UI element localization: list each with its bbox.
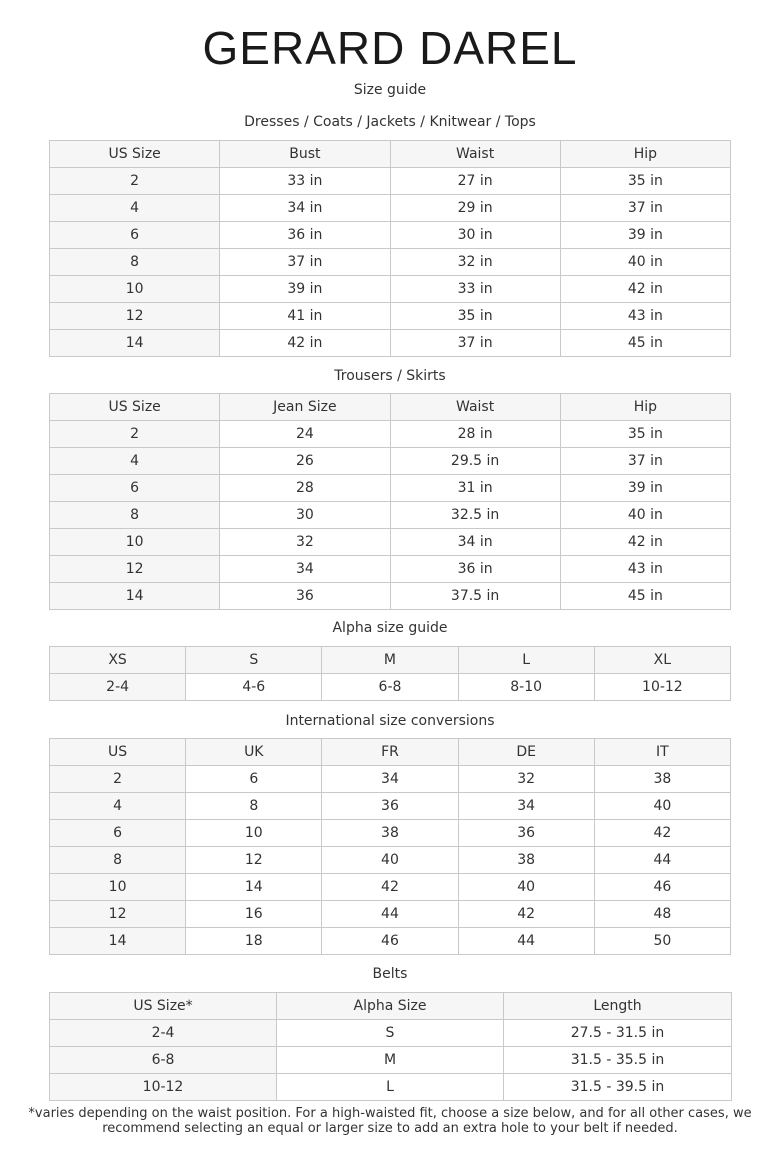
table-row: [50, 1047, 732, 1074]
table-belts: [49, 992, 732, 1101]
table-cell: 46: [322, 928, 458, 955]
table-row: [50, 529, 731, 556]
table-cell: 2: [50, 766, 186, 793]
table-cell: 37.5 in: [390, 583, 560, 610]
table-cell: 40: [458, 874, 594, 901]
table-cell: 39 in: [560, 222, 730, 249]
table-cell: 36: [458, 820, 594, 847]
table-header-row: [50, 993, 732, 1020]
table-cell: S: [277, 1020, 504, 1047]
table-cell: 29.5 in: [390, 448, 560, 475]
table-row: [50, 475, 731, 502]
column-header: XL: [594, 647, 730, 674]
table-cell: 36 in: [220, 222, 390, 249]
table-cell: 42: [594, 820, 730, 847]
table-cell: 42: [458, 901, 594, 928]
table-alpha: [49, 646, 731, 701]
page-subtitle: Size guide: [353, 82, 427, 98]
table-trousers: [49, 393, 731, 610]
table-row: [50, 303, 731, 330]
table-cell: 36: [220, 583, 390, 610]
table-international: [49, 738, 731, 955]
column-header: Length: [504, 993, 732, 1020]
table-cell: 30 in: [390, 222, 560, 249]
table-cell: 40: [594, 793, 730, 820]
table-cell: 35 in: [560, 168, 730, 195]
column-header: US: [50, 739, 186, 766]
table-cell: 4: [50, 195, 220, 222]
table-cell: 8: [186, 793, 322, 820]
table-cell: 32.5 in: [390, 502, 560, 529]
table-row: [50, 1074, 732, 1101]
column-header: UK: [186, 739, 322, 766]
table-cell: 39 in: [220, 276, 390, 303]
table-cell: 41 in: [220, 303, 390, 330]
table-cell: 30: [220, 502, 390, 529]
table-cell: 40 in: [560, 249, 730, 276]
column-header: FR: [322, 739, 458, 766]
table-cell: 38: [322, 820, 458, 847]
column-header: DE: [458, 739, 594, 766]
table-row: [50, 502, 731, 529]
table-cell: 37 in: [560, 448, 730, 475]
table-header-row: [50, 394, 731, 421]
table-cell: 10: [50, 874, 186, 901]
section-title-international: International size conversions: [285, 713, 495, 729]
table-cell: 46: [594, 874, 730, 901]
column-header: S: [186, 647, 322, 674]
table-cell: 44: [594, 847, 730, 874]
table-cell: 6-8: [322, 674, 458, 701]
table-cell: 35 in: [390, 303, 560, 330]
table-cell: 44: [322, 901, 458, 928]
table-cell: 8: [50, 502, 220, 529]
table-cell: 37 in: [220, 249, 390, 276]
column-header: L: [458, 647, 594, 674]
table-row: [50, 847, 731, 874]
table-cell: 34 in: [390, 529, 560, 556]
table-cell: 12: [186, 847, 322, 874]
column-header: Hip: [560, 141, 730, 168]
table-row: [50, 222, 731, 249]
table-cell: 16: [186, 901, 322, 928]
table-cell: 28 in: [390, 421, 560, 448]
table-cell: 18: [186, 928, 322, 955]
table-cell: 33 in: [220, 168, 390, 195]
table-cell: 6: [50, 475, 220, 502]
table-row: [50, 874, 731, 901]
table-row: [50, 820, 731, 847]
table-cell: 10: [50, 276, 220, 303]
table-row: [50, 766, 731, 793]
table-cell: 42 in: [220, 330, 390, 357]
table-row: [50, 901, 731, 928]
table-cell: 14: [50, 928, 186, 955]
table-row: [50, 276, 731, 303]
table-cell: 12: [50, 556, 220, 583]
section-title-belts: Belts: [372, 966, 408, 982]
table-cell: 32 in: [390, 249, 560, 276]
table-cell: 2: [50, 168, 220, 195]
table-cell: 12: [50, 303, 220, 330]
table-cell: 14: [50, 330, 220, 357]
table-cell: 45 in: [560, 583, 730, 610]
table-row: [50, 448, 731, 475]
column-header: IT: [594, 739, 730, 766]
table-cell: 29 in: [390, 195, 560, 222]
table-cell: 32: [458, 766, 594, 793]
table-cell: 27.5 - 31.5 in: [504, 1020, 732, 1047]
table-cell: 4-6: [186, 674, 322, 701]
column-header: M: [322, 647, 458, 674]
section-title-tops: Dresses / Coats / Jackets / Knitwear / Tops: [244, 114, 536, 130]
table-cell: 45 in: [560, 330, 730, 357]
table-row: [50, 583, 731, 610]
belt-footnote: *varies depending on the waist position. For a high-waisted fit, choose a size below, and for all other cases, we recommend selecting an equal or larger size to add an extra hole to your belt if needed.: [28, 1106, 752, 1136]
table-cell: 42 in: [560, 529, 730, 556]
table-row: [50, 421, 731, 448]
table-cell: 14: [186, 874, 322, 901]
table-header-row: [50, 141, 731, 168]
table-row: [50, 674, 731, 701]
table-row: [50, 330, 731, 357]
table-cell: 4: [50, 448, 220, 475]
column-header: Waist: [390, 141, 560, 168]
column-header: Alpha Size: [277, 993, 504, 1020]
table-cell: 39 in: [560, 475, 730, 502]
column-header: Waist: [390, 394, 560, 421]
table-cell: 43 in: [560, 556, 730, 583]
table-row: [50, 249, 731, 276]
table-cell: 40 in: [560, 502, 730, 529]
table-cell: 27 in: [390, 168, 560, 195]
table-cell: 6-8: [50, 1047, 277, 1074]
table-cell: 37 in: [560, 195, 730, 222]
table-cell: 2-4: [50, 674, 186, 701]
table-cell: 40: [322, 847, 458, 874]
column-header: Hip: [560, 394, 730, 421]
table-cell: 35 in: [560, 421, 730, 448]
table-row: [50, 928, 731, 955]
column-header: US Size: [50, 394, 220, 421]
section-title-trousers: Trousers / Skirts: [334, 368, 446, 384]
table-row: [50, 793, 731, 820]
section-title-alpha: Alpha size guide: [332, 620, 448, 636]
table-cell: 8: [50, 847, 186, 874]
table-cell: 6: [186, 766, 322, 793]
brand-logo: GERARD DAREL: [202, 22, 578, 74]
table-cell: 12: [50, 901, 186, 928]
table-cell: 42 in: [560, 276, 730, 303]
table-cell: 31 in: [390, 475, 560, 502]
table-cell: 31.5 - 35.5 in: [504, 1047, 732, 1074]
table-cell: 38: [594, 766, 730, 793]
table-cell: 8: [50, 249, 220, 276]
table-cell: 37 in: [390, 330, 560, 357]
table-cell: 36: [322, 793, 458, 820]
table-cell: 34: [322, 766, 458, 793]
table-cell: 14: [50, 583, 220, 610]
table-cell: 2-4: [50, 1020, 277, 1047]
table-row: [50, 195, 731, 222]
table-cell: 26: [220, 448, 390, 475]
table-cell: 28: [220, 475, 390, 502]
table-cell: 34: [220, 556, 390, 583]
table-cell: 42: [322, 874, 458, 901]
table-cell: 38: [458, 847, 594, 874]
table-header-row: [50, 647, 731, 674]
table-cell: M: [277, 1047, 504, 1074]
table-row: [50, 556, 731, 583]
table-header-row: [50, 739, 731, 766]
table-tops: [49, 140, 731, 357]
column-header: US Size: [50, 141, 220, 168]
table-cell: 34: [458, 793, 594, 820]
column-header: Bust: [220, 141, 390, 168]
table-row: [50, 1020, 732, 1047]
column-header: US Size*: [50, 993, 277, 1020]
table-cell: 2: [50, 421, 220, 448]
column-header: XS: [50, 647, 186, 674]
column-header: Jean Size: [220, 394, 390, 421]
table-cell: 24: [220, 421, 390, 448]
table-cell: 10: [186, 820, 322, 847]
table-cell: 43 in: [560, 303, 730, 330]
table-row: [50, 168, 731, 195]
table-cell: L: [277, 1074, 504, 1101]
table-cell: 10-12: [594, 674, 730, 701]
table-cell: 36 in: [390, 556, 560, 583]
table-cell: 44: [458, 928, 594, 955]
table-cell: 6: [50, 820, 186, 847]
table-cell: 48: [594, 901, 730, 928]
table-cell: 8-10: [458, 674, 594, 701]
table-cell: 10-12: [50, 1074, 277, 1101]
table-cell: 10: [50, 529, 220, 556]
table-cell: 4: [50, 793, 186, 820]
table-cell: 50: [594, 928, 730, 955]
table-cell: 6: [50, 222, 220, 249]
table-cell: 31.5 - 39.5 in: [504, 1074, 732, 1101]
table-cell: 33 in: [390, 276, 560, 303]
table-cell: 32: [220, 529, 390, 556]
table-cell: 34 in: [220, 195, 390, 222]
